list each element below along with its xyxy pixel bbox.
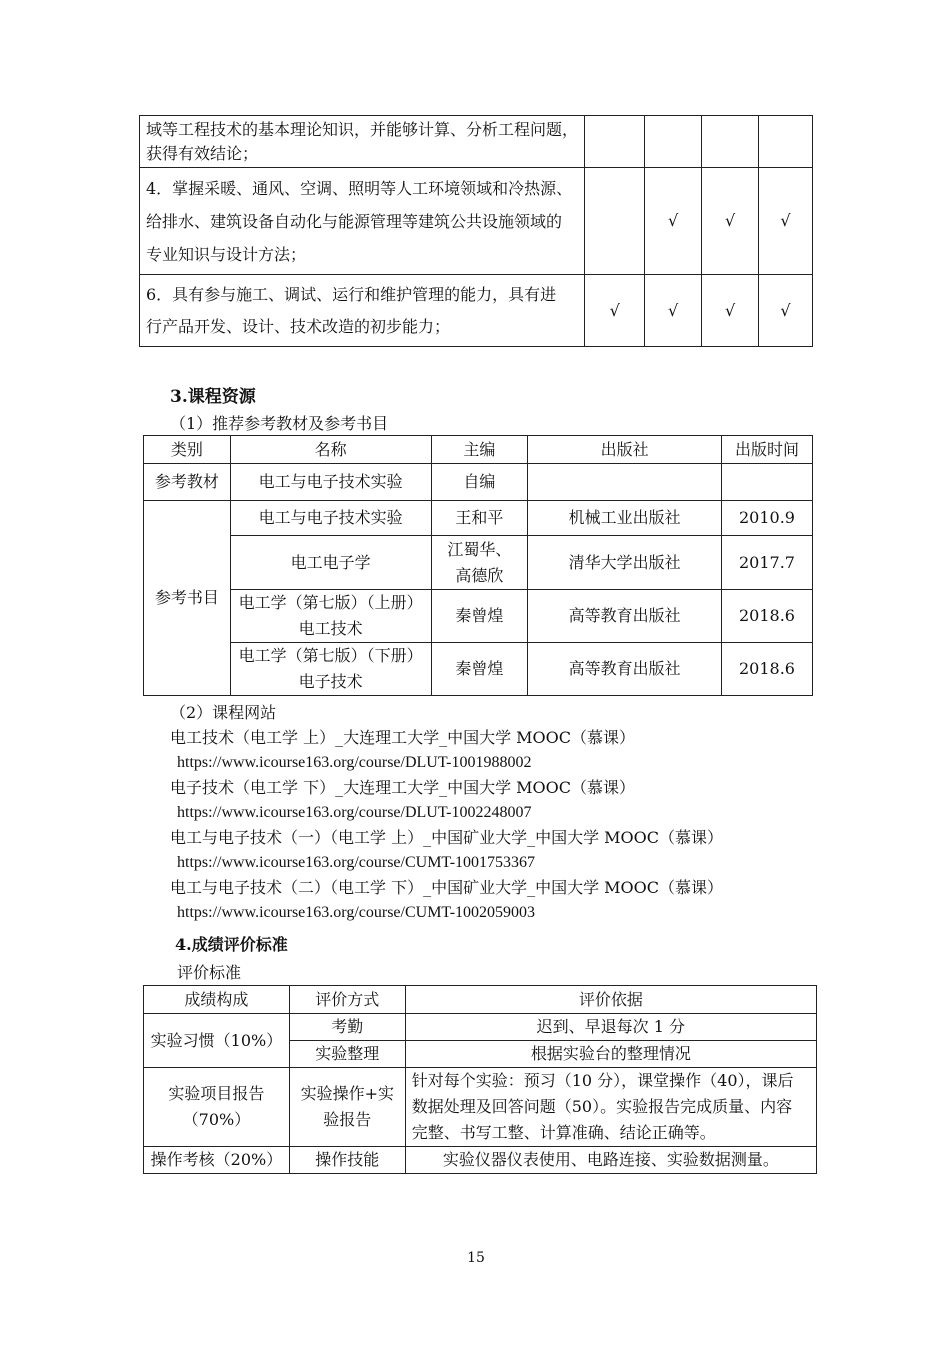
website-link[interactable]: https://www.icourse163.org/course/DLUT-1001988002: [177, 754, 532, 771]
basis-cell: 迟到、早退每次 1 分: [405, 1014, 816, 1041]
column-header: 评价方式: [289, 986, 405, 1014]
outcomes-table: [139, 115, 813, 347]
editor-cell: 王和平: [431, 501, 528, 536]
website-title: 电工与电子技术（二）（电工学 下）_中国矿业大学_中国大学 MOOC（慕课）: [170, 878, 724, 897]
table-row: [144, 590, 813, 643]
editor-cell: 秦曾煌: [431, 643, 528, 696]
check-cell: √: [645, 275, 702, 347]
table-row: [144, 1147, 817, 1174]
check-cell: [585, 168, 645, 275]
table-row: [144, 643, 813, 696]
check-cell: √: [702, 275, 759, 347]
name-cell: 电工学（第七版）（上册） 电工技术: [230, 590, 431, 643]
outcome-text: 6．具有参与施工、调试、运行和维护管理的能力，具有进 行产品开发、设计、技术改造的初步能力；: [140, 275, 585, 347]
editor-cell: 秦曾煌: [431, 590, 528, 643]
outcome-row: [140, 275, 813, 347]
table-header-row: [144, 986, 817, 1014]
check-cell: √: [585, 275, 645, 347]
table-row: [144, 1068, 817, 1147]
editor-cell: 自编: [431, 464, 528, 501]
table-row: [144, 536, 813, 590]
editor-cell: 江蜀华、 高德欣: [431, 536, 528, 590]
subheading: 评价标准: [177, 963, 242, 982]
website-title: 电工技术（电工学 上）_大连理工大学_中国大学 MOOC（慕课）: [170, 728, 636, 747]
check-cell: [702, 116, 759, 168]
column-header: 类别: [144, 436, 231, 464]
date-cell: [722, 464, 813, 501]
books-table: [143, 435, 813, 696]
outcome-text: 域等工程技术的基本理论知识，并能够计算、分析工程问题， 获得有效结论；: [140, 116, 585, 168]
website-link[interactable]: https://www.icourse163.org/course/DLUT-1002248007: [177, 804, 532, 821]
table-row: [144, 464, 813, 501]
date-cell: 2018.6: [722, 590, 813, 643]
column-header: 名称: [230, 436, 431, 464]
website-title: 电工与电子技术（一）（电工学 上）_中国矿业大学_中国大学 MOOC（慕课）: [170, 828, 724, 847]
name-cell: 电工与电子技术实验: [230, 501, 431, 536]
subheading: （2）课程网站: [170, 703, 277, 722]
page-number: 15: [467, 1250, 485, 1266]
subheading: （1）推荐参考教材及参考书目: [170, 414, 389, 433]
category-cell: 参考书目: [144, 501, 231, 696]
basis-cell: 根据实验台的整理情况: [405, 1041, 816, 1068]
check-cell: √: [645, 168, 702, 275]
basis-cell: 实验仪器仪表使用、电路连接、实验数据测量。: [405, 1147, 816, 1174]
date-cell: 2010.9: [722, 501, 813, 536]
publisher-cell: 清华大学出版社: [528, 536, 722, 590]
column-header: 主编: [431, 436, 528, 464]
composition-cell: 操作考核（20%）: [144, 1147, 290, 1174]
column-header: 出版社: [528, 436, 722, 464]
date-cell: 2018.6: [722, 643, 813, 696]
composition-cell: 实验项目报告 （70%）: [144, 1068, 290, 1147]
check-cell: √: [759, 275, 813, 347]
outcome-row: [140, 116, 813, 168]
name-cell: 电工学（第七版）（下册） 电子技术: [230, 643, 431, 696]
column-header: 评价依据: [405, 986, 816, 1014]
publisher-cell: 高等教育出版社: [528, 590, 722, 643]
category-cell: 参考教材: [144, 464, 231, 501]
section-heading: 4.成绩评价标准: [175, 935, 288, 954]
basis-cell: 针对每个实验：预习（10 分），课堂操作（40），课后 数据处理及回答问题（50）。实验报告完成质量、内容 完整、书写工整、计算准确、结论正确等。: [405, 1068, 816, 1147]
outcome-text: 4．掌握采暖、通风、空调、照明等人工环境领域和冷热源、 给排水、建筑设备自动化与能源管理等建筑公共设施领域的 专业知识与设计方法；: [140, 168, 585, 275]
method-cell: 考勤: [289, 1014, 405, 1041]
website-title: 电子技术（电工学 下）_大连理工大学_中国大学 MOOC（慕课）: [170, 778, 636, 797]
date-cell: 2017.7: [722, 536, 813, 590]
publisher-cell: 高等教育出版社: [528, 643, 722, 696]
website-link[interactable]: https://www.icourse163.org/course/CUMT-1001753367: [177, 854, 536, 871]
grading-table: [143, 985, 817, 1174]
table-row: [144, 501, 813, 536]
website-link[interactable]: https://www.icourse163.org/course/CUMT-1002059003: [177, 904, 536, 921]
column-header: 出版时间: [722, 436, 813, 464]
publisher-cell: 机械工业出版社: [528, 501, 722, 536]
publisher-cell: [528, 464, 722, 501]
method-cell: 实验整理: [289, 1041, 405, 1068]
check-cell: [759, 116, 813, 168]
check-cell: [585, 116, 645, 168]
name-cell: 电工电子学: [230, 536, 431, 590]
check-cell: √: [702, 168, 759, 275]
check-cell: [645, 116, 702, 168]
column-header: 成绩构成: [144, 986, 290, 1014]
table-row: [144, 1014, 817, 1041]
section-heading: 3.课程资源: [170, 387, 256, 407]
method-cell: 实验操作+实 验报告: [289, 1068, 405, 1147]
table-header-row: [144, 436, 813, 464]
outcome-row: [140, 168, 813, 275]
composition-cell: 实验习惯（10%）: [144, 1014, 290, 1068]
method-cell: 操作技能: [289, 1147, 405, 1174]
check-cell: √: [759, 168, 813, 275]
name-cell: 电工与电子技术实验: [230, 464, 431, 501]
